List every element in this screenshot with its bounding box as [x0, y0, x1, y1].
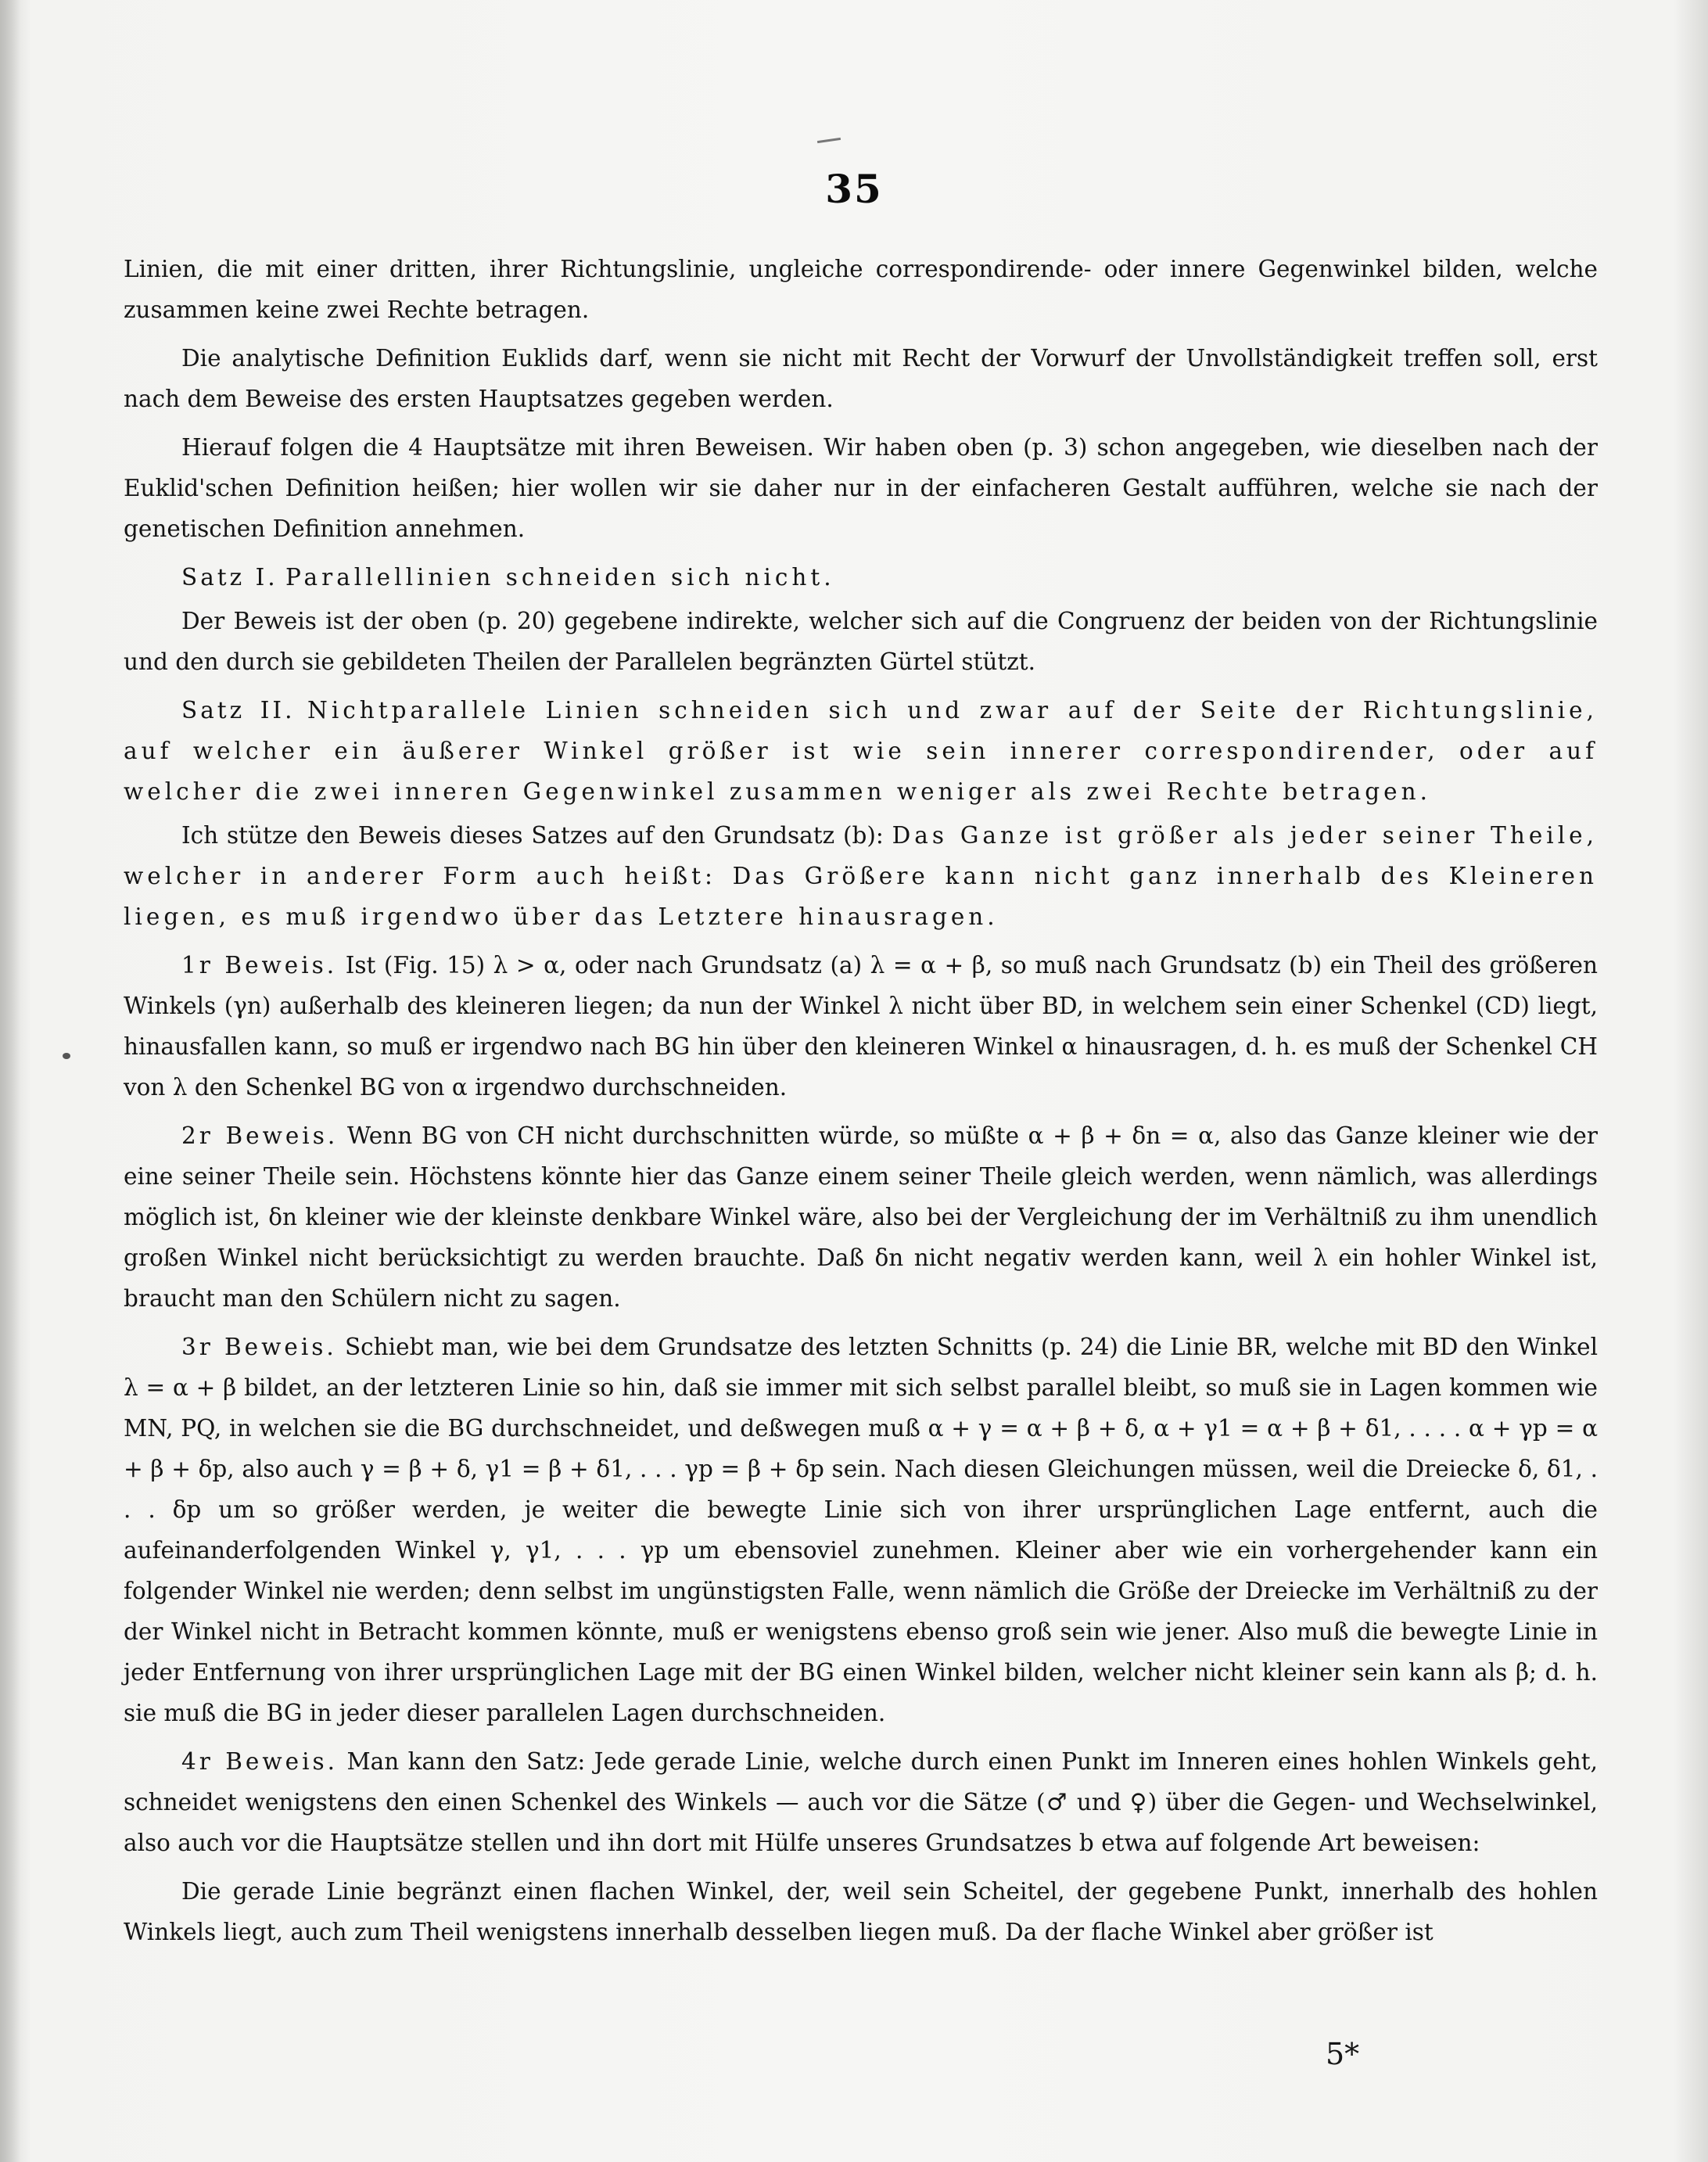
proof-3 — [124, 1327, 1598, 1733]
proof-4-label: 4r Beweis. — [181, 1748, 339, 1775]
satz-2-label: Satz II. — [181, 697, 296, 724]
grundsatz-paragraph — [124, 815, 1598, 937]
satz-1 — [124, 557, 1598, 598]
paragraph-hauptsaetze: Hierauf folgen die 4 Hauptsätze mit ihren Beweisen. Wir haben oben (p. 3) schon angegeben, wie dieselben nach der Euklid'schen Definition heißen; hier wollen wir sie daher nur in der einfacheren Gestalt aufführen, welche sie nach der genetischen Definition annehmen. — [124, 434, 1598, 542]
paragraph-euklid-definition: Die analytische Definition Euklids darf, wenn sie nicht mit Recht der Vorwurf der Unvollständigkeit treffen soll, erst nach dem Beweise des ersten Hauptsatzes gegeben werden. — [124, 345, 1598, 412]
proof-3-label: 3r Beweis. — [181, 1334, 337, 1360]
ink-spot — [63, 1053, 70, 1059]
proof-4-text: Man kann den Satz: Jede gerade Linie, welche durch einen Punkt im Inneren eines hohlen Winkels geht, schneidet wenigstens den einen Schenkel des Winkels — auch vor die Sätze (♂ und ♀) über die Gegen- und Wechselwinkel, also auch vor die Hauptsätze stellen und ihn dort mit Hülfe unseres Grundsatzes b etwa auf folgende Art beweisen: — [124, 1748, 1598, 1856]
print-mark — [817, 138, 841, 143]
body-text — [124, 249, 1598, 1960]
satz-2 — [124, 690, 1598, 812]
page-number: 35 — [825, 166, 883, 212]
grundsatz-intro: Ich stütze den Beweis dieses Satzes auf den Grundsatz (b): — [181, 822, 884, 849]
grundsatz-statement: Das Ganze ist größer als jeder seiner Theile, welcher in anderer Form auch heißt: Das Größere kann nicht ganz innerhalb des Kleineren liegen, es muß irgendwo über das Letztere hinausragen. — [124, 822, 1598, 930]
proof-2-text: Wenn BG von CH nicht durchschnitten würde, so müßte α + β + δn = α, also das Ganze kleiner wie der eine seiner Theile sein. Höchstens könnte hier das Ganze einem seiner Theile gleich werden, wenn nämlich, was allerdings möglich ist, δn kleiner wie der kleinste denkbare Winkel wäre, also bei der Vergleichung der im Verhältniß zu ihm unendlich großen Winkel nicht berücksichtigt zu werden brauchte. Daß δn nicht negativ werden kann, weil λ ein hohler Winkel ist, braucht man den Schülern nicht zu sagen. — [124, 1122, 1598, 1312]
proof-3-text: Schiebt man, wie bei dem Grundsatze des letzten Schnitts (p. 24) die Linie BR, welche mit BD den Winkel λ = α + β bildet, an der letzteren Linie so hin, daß sie immer mit sich selbst parallel bleibt, so muß sie in Lagen kommen wie MN, PQ, in welchen sie die BG durchschneidet, und deßwegen muß α + γ = α + β + δ, α + γ1 = α + β + δ1, . . . . α + γp = α + β + δp, also auch γ = β + δ, γ1 = β + δ1, . . . γp = β + δp sein. Nach diesen Gleichungen müssen, weil die Dreiecke δ, δ1, . . . δp um so größer werden, je weiter die bewegte Linie sich von ihrer ursprünglichen Lage entfernt, auch die aufeinanderfolgenden Winkel γ, γ1, . . . γp um ebensoviel zunehmen. Kleiner aber wie ein vorhergehender kann ein folgender Winkel nie werden; denn selbst im ungünstigsten Falle, wenn nämlich die Größe der Dreiecke im Verhältniß zu der der Winkel nicht in Betracht kommen könnte, muß er wenigstens ebenso groß sein wie jener. Also muß die bewegte Linie in jeder Entfernung von ihrer ursprünglichen Lage mit der BG einen Winkel bilden, welcher nicht kleiner sein kann als β; d. h. sie muß die BG in jeder dieser parallelen Lagen durchschneiden. — [124, 1334, 1598, 1726]
binding-shadow — [0, 0, 20, 2162]
final-paragraph: Die gerade Linie begränzt einen flachen Winkel, der, weil sein Scheitel, der gegebene Punkt, innerhalb des hohlen Winkels liegt, auch zum Theil wenigstens innerhalb desselben liegen muß. Da der flache Winkel aber größer ist — [124, 1878, 1598, 1945]
proof-1 — [124, 945, 1598, 1108]
satz-2-statement: Nichtparallele Linien schneiden sich und zwar auf der Seite der Richtungslinie, auf welcher ein äußerer Winkel größer ist wie sein innerer correspondirender, oder auf welcher die zwei inneren Gegenwinkel zusammen weniger als zwei Rechte betragen. — [124, 697, 1598, 805]
proof-4 — [124, 1741, 1598, 1863]
signature-mark: 5* — [1326, 2037, 1360, 2071]
proof-1-label: 1r Beweis. — [181, 952, 338, 979]
paragraph-continuation: Linien, die mit einer dritten, ihrer Richtungslinie, ungleiche correspondirende- oder innere Gegenwinkel bilden, welche zusammen keine zwei Rechte betragen. — [124, 256, 1598, 323]
proof-2 — [124, 1115, 1598, 1319]
proof-1-text: Ist (Fig. 15) λ > α, oder nach Grundsatz (a) λ = α + β, so muß nach Grundsatz (b) ein Theil des größeren Winkels (γn) außerhalb des kleineren liegen; da nun der Winkel λ nicht über BD, in welchem sein einer Schenkel (CD) liegt, hinausfallen kann, so muß er irgendwo nach BG hin über den kleineren Winkel α hinausragen, d. h. es muß der Schenkel CH von λ den Schenkel BG von α irgendwo durchschneiden. — [124, 952, 1599, 1101]
satz-1-label: Satz I. — [181, 564, 278, 591]
satz-1-statement: Parallellinien schneiden sich nicht. — [285, 564, 835, 591]
satz-1-proof: Der Beweis ist der oben (p. 20) gegebene indirekte, welcher sich auf die Congruenz der beiden von der Richtungslinie und den durch sie gebildeten Theilen der Parallelen begränzten Gürtel stützt. — [124, 608, 1598, 675]
proof-2-label: 2r Beweis. — [181, 1122, 339, 1149]
